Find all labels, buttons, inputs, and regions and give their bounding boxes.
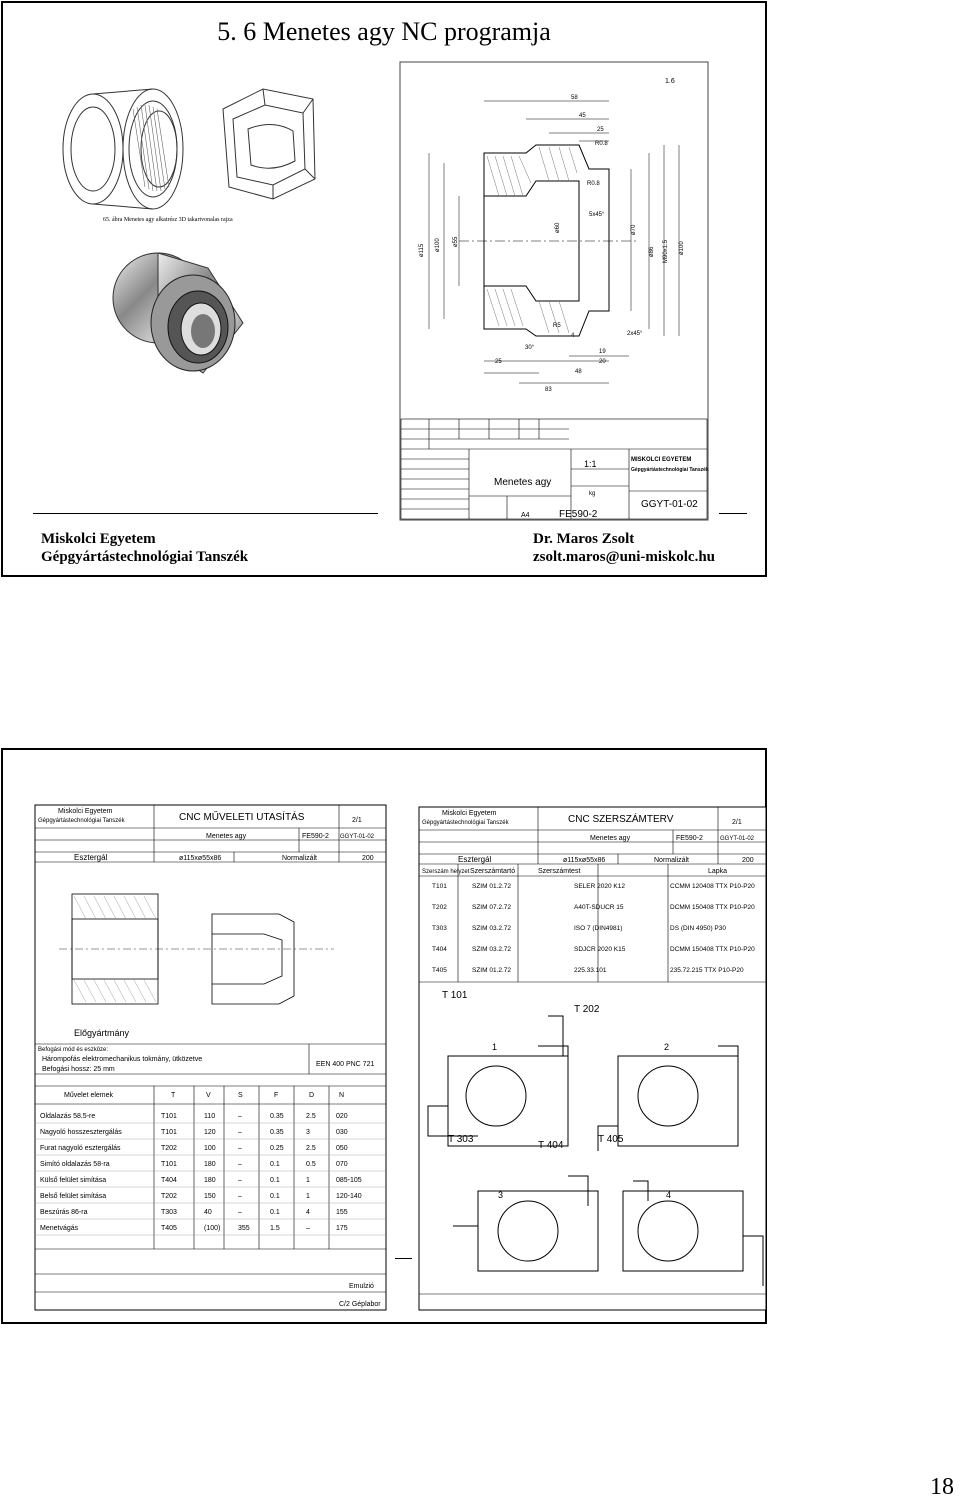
slide-title: 5. 6 Menetes agy NC programja [217,17,551,46]
svg-text:ø60: ø60 [555,222,561,233]
ops-qty: 200 [362,855,374,862]
ops-table-cell: Simító oldalazás 58-ra [40,1161,110,1168]
svg-text:19: 19 [599,349,606,355]
footer-author: Dr. Maros Zsolt [533,531,635,547]
titleblock-mass-unit: kg [589,491,596,497]
titleblock-sheet: FE590-2 [559,509,598,520]
hub-3d-line-drawing [33,69,333,219]
ops-operation: Esztergál [74,853,108,862]
tool-table-cell: A40T-SDUCR 15 [574,904,624,911]
tool-table-cell: 225.33.101 [574,967,607,974]
ops-table-cell: 0.35 [270,1129,284,1136]
svg-text:58: 58 [571,95,578,101]
ops-table-cell: 1 [306,1177,310,1184]
ops-table-cell: – [238,1177,242,1184]
ops-table-cell: 180 [204,1177,216,1184]
tool-table-cell: SELER 2020 K12 [574,883,625,890]
tools-operation: Esztergál [458,855,492,864]
titleblock-scale: 1:1 [584,459,597,469]
svg-text:R5: R5 [553,323,561,329]
ops-table-cell: – [238,1209,242,1216]
tool-table-cell: T202 [432,904,447,911]
ops-table-cell: 180 [204,1161,216,1168]
page-number: 18 [930,1474,954,1500]
tools-th-position: Szerszám helyzet [422,869,470,875]
tool-table-cell: CCMM 120408 TTX P10-P20 [670,883,755,890]
ops-table-cell: T405 [161,1225,177,1232]
ops-table-cell: – [238,1193,242,1200]
tools-blank-size: ø115xø55x86 [563,857,606,864]
ops-table-cell: (100) [204,1225,221,1232]
svg-text:83: 83 [545,387,552,393]
ops-table-cell: Beszúrás 86-ra [40,1209,88,1216]
tool-table-cell: T303 [432,925,447,932]
titleblock-university: MISKOLCI EGYETEM [631,457,692,463]
ops-table-cell: T101 [161,1113,177,1120]
ops-table-cell: 40 [204,1209,212,1216]
ops-material: FE590-2 [302,833,329,840]
ops-table-cell: 030 [336,1129,348,1136]
ops-th-feed: F [274,1092,279,1099]
tools-university: Miskolci Egyetem [442,810,497,817]
ops-department: Gépgyártástechnológiai Tanszék [38,818,125,824]
tools-qty: 200 [742,857,754,864]
svg-text:45: 45 [579,113,586,119]
dimension-labels [419,95,685,393]
ops-table-cell: 2.5 [306,1145,316,1152]
ops-th-operation: Művelet elemek [64,1092,114,1099]
tools-drawing-no: GGYT-01-02 [720,836,755,842]
ops-table-cell: 020 [336,1113,348,1120]
ops-blank-size: ø115xø55x86 [179,855,222,862]
turret-pos-4: 4 [666,1190,672,1200]
tool-table-cell: DCMM 150408 TTX P10-P20 [670,946,755,953]
ops-table-cell: 085-105 [336,1177,362,1184]
tools-th-body: Szerszámtest [538,868,581,875]
ops-table-cell: T202 [161,1193,177,1200]
titleblock-department: Gépgyártástechnológiai Tanszék [631,467,709,473]
svg-text:R0.8: R0.8 [595,141,608,147]
ops-table-cell: Furat nagyoló esztergálás [40,1145,121,1152]
slide-2 [1,748,767,1324]
svg-text:5x45°: 5x45° [589,212,605,218]
ops-table-cell: 1.5 [270,1225,280,1232]
tool-label-t101: T 101 [442,990,468,1001]
ops-th-speed: V [206,1092,211,1099]
tool-label-t202: T 202 [574,1004,600,1015]
ops-table-cell: Nagyoló hosszesztergálás [40,1129,122,1136]
ops-th-n: N [339,1092,345,1099]
ops-table-cell: 0.1 [270,1209,280,1216]
ops-table-cell: 0.1 [270,1193,280,1200]
ops-table-cell: T202 [161,1145,177,1152]
ops-clamping-title: Befogási mód és eszköze: [38,1047,109,1053]
svg-text:2x45°: 2x45° [627,331,643,337]
tools-heat-state: Normalizált [654,857,690,864]
turret-pos-2: 2 [664,1042,670,1052]
tool-table-cell: SZIM 03.2.72 [472,946,512,953]
ops-th-spindle: S [238,1092,243,1099]
ops-table-cell: T101 [161,1161,177,1168]
ops-clamping: Hárompofás elektromechanikus tokmány, ütközetve [42,1056,203,1063]
ops-heat-state: Normalizált [282,855,318,862]
ops-table-cell: 3 [306,1129,310,1136]
titleblock-paper: A4 [521,512,530,519]
tool-table-cell: T405 [432,967,447,974]
tool-table-cell: 235.72.215 TTX P10-P20 [670,967,744,974]
footer-email: zsolt.maros@uni-miskolc.hu [533,549,716,565]
ops-table-cell: T404 [161,1177,177,1184]
ops-table-cell: 0.25 [270,1145,284,1152]
footer-rule-left [33,513,378,514]
tool-table-cell: T404 [432,946,447,953]
svg-text:ø100: ø100 [679,241,685,255]
ops-table-cell: 175 [336,1225,348,1232]
cnc-operations-sheet [34,804,388,1312]
cnc-tool-plan-sheet [418,806,768,1312]
svg-text:30°: 30° [525,345,535,351]
ops-university: Miskolci Egyetem [58,808,113,815]
ops-creator: Emulzió [349,1283,374,1290]
svg-text:ø70: ø70 [631,224,637,235]
footer-rule-right [719,513,747,514]
svg-text:ø100: ø100 [435,238,441,252]
turret-pos-3: 3 [498,1190,504,1200]
technical-drawing [399,61,719,523]
ops-table-cell: 050 [336,1145,348,1152]
tool-table-cell: SZIM 01.2.72 [472,967,512,974]
ops-table-cell: 2.5 [306,1113,316,1120]
ops-table-cell: 0.35 [270,1113,284,1120]
svg-text:R0.8: R0.8 [587,181,600,187]
ops-table-cell: – [306,1225,310,1232]
tool-label-t405: T 405 [598,1134,624,1145]
titleblock-part-name: Menetes agy [494,477,552,488]
titleblock-drawing-no: GGYT-01-02 [641,499,698,510]
tool-table-cell: ISO 7 (DIN4981) [574,925,623,932]
ops-part-name: Menetes agy [206,833,247,840]
ops-table-cell: Belső felület simítása [40,1193,107,1200]
ops-th-depth: D [309,1092,315,1099]
turret-pos-1: 1 [492,1042,498,1052]
tools-sheet: 2/1 [732,819,742,826]
tools-part-name: Menetes agy [590,835,631,842]
ops-table-cell: – [238,1161,242,1168]
ops-table-cell: 1 [306,1193,310,1200]
ops-table-cell: 110 [204,1113,216,1120]
ops-table-cell: T101 [161,1129,177,1136]
ops-table-cell: 120-140 [336,1193,362,1200]
tool-table-cell: DCMM 150408 TTX P10-P20 [670,904,755,911]
ops-table-cell: – [238,1129,242,1136]
tool-table-cell: SDJCR 2020 K15 [574,946,626,953]
ops-table-cell: 155 [336,1209,348,1216]
slide2-footer-rule [395,1258,412,1259]
ops-table-cell: 0.1 [270,1177,280,1184]
ops-workshop: C/2 Géplabor [339,1301,381,1308]
ops-table-cell: 0.5 [306,1161,316,1168]
ops-drawing-no: GGYT-01-02 [340,834,375,840]
ops-table-cell: – [238,1113,242,1120]
ops-table-cell: T303 [161,1209,177,1216]
tool-table-cell: SZIM 01.2.72 [472,883,512,890]
ops-table-cell: 0.1 [270,1161,280,1168]
ops-table-cell: Külső felület simítása [40,1177,107,1184]
tool-table-cell: DS (DIN 4950) P30 [670,925,726,932]
ops-table-cell: 150 [204,1193,216,1200]
svg-text:ø86: ø86 [649,246,655,257]
svg-text:48: 48 [575,369,582,375]
ops-table-cell: Oldalazás 58.5-re [40,1113,96,1120]
svg-text:20: 20 [599,359,606,365]
tool-table-cell: SZIM 07.2.72 [472,904,512,911]
tools-department: Gépgyártástechnológiai Tanszék [422,820,509,826]
tool-table-cell: T101 [432,883,447,890]
ops-clamping-length: Befogási hossz: 25 mm [42,1066,115,1073]
slide-1 [1,1,767,577]
svg-text:25: 25 [597,127,604,133]
hub-3d-render [103,243,263,383]
ops-blank-label: Előgyártmány [74,1028,130,1038]
tools-th-holder: Szerszámtartó [470,868,516,875]
tool-table-cell: SZIM 03.2.72 [472,925,512,932]
svg-text:ø115: ø115 [419,243,425,257]
ops-machine: EEN 400 PNC 721 [316,1061,375,1068]
tools-title: CNC SZERSZÁMTERV [568,814,674,825]
ops-table-cell: Menetvágás [40,1225,79,1232]
ops-sheet: 2/1 [352,817,362,824]
footer-university: Miskolci Egyetem [41,531,156,547]
tools-th-insert: Lapka [708,868,728,875]
ops-table-cell: 100 [204,1145,216,1152]
tool-label-t303: T 303 [448,1134,474,1145]
svg-text:M90x1.5: M90x1.5 [663,239,669,263]
ops-table-cell: 4 [306,1209,310,1216]
ops-table-cell: 070 [336,1161,348,1168]
roughness-symbol: 1.6 [665,78,675,85]
svg-text:25: 25 [495,359,502,365]
svg-text:4: 4 [571,333,575,339]
ops-table-cell: 355 [238,1225,250,1232]
tools-material: FE590-2 [676,835,703,842]
ops-table-cell: 120 [204,1129,216,1136]
figure-caption: 65. ábra Menetes agy alkatrész 3D takartvonalas rajza [103,217,233,223]
ops-table-cell: – [238,1145,242,1152]
ops-th-tool: T [171,1092,176,1099]
ops-title: CNC MŰVELETI UTASÍTÁS [179,812,305,823]
tool-label-t404: T 404 [538,1140,564,1151]
svg-text:ø55: ø55 [453,236,459,247]
footer-department: Gépgyártástechnológiai Tanszék [41,549,249,565]
